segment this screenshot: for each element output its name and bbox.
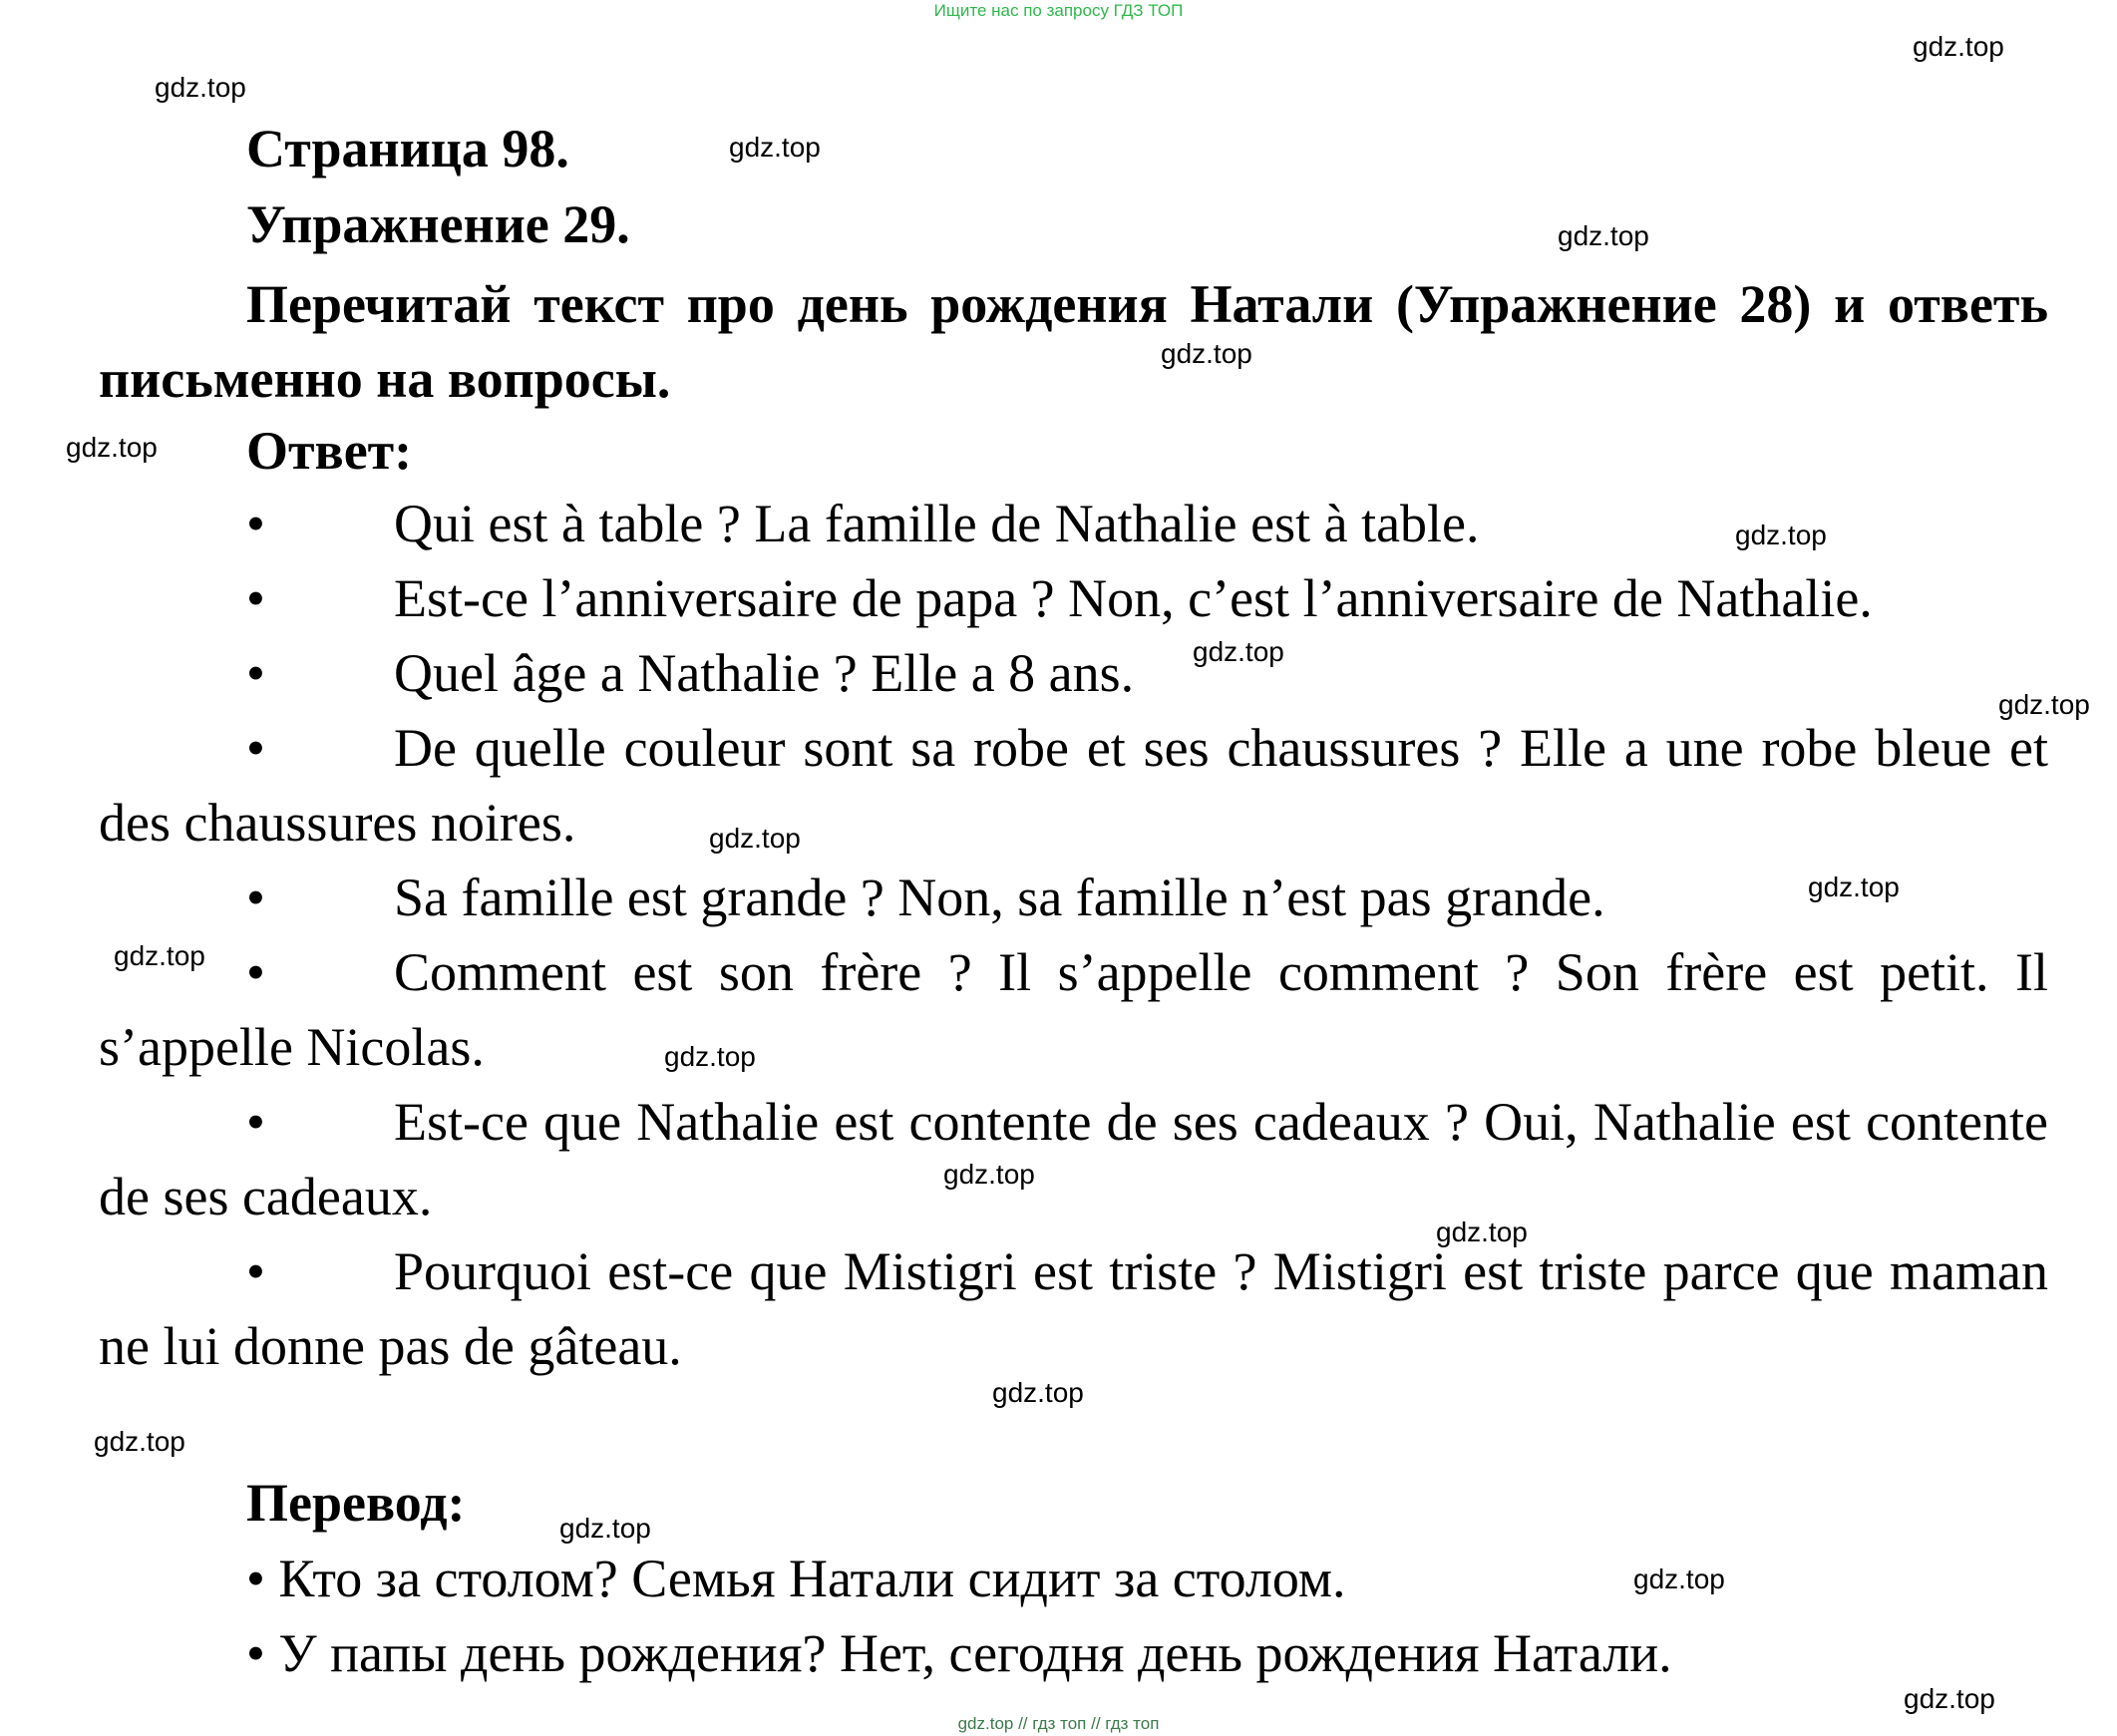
answer-text: Sa famille est grande ? Non, sa famille n’est pas grande.	[394, 868, 1605, 927]
bullet: •	[246, 718, 265, 778]
watermark: gdz.top	[729, 132, 821, 163]
list-item: • Кто за столом? Семья Натали сидит за столом.	[246, 1549, 1346, 1608]
watermark: gdz.top	[1808, 871, 1900, 902]
bullet: •	[246, 868, 265, 927]
task-text: Перечитай текст про день рождения Натали (Упражнение 28) и ответь письменно на вопросы.	[99, 274, 2048, 409]
translation-heading: Перевод:	[246, 1473, 466, 1533]
watermark: gdz.top	[1193, 636, 1284, 667]
exercise-title: Упражнение 29.	[246, 194, 630, 254]
answer-text: Quel âge a Nathalie ? Elle a 8 ans.	[394, 643, 1135, 703]
answer-text: Est-ce que Nathalie est contente de ses cadeaux ? Oui, Nathalie est contente de ses cadeaux.	[99, 1092, 2048, 1226]
list-item	[99, 1234, 2048, 1384]
watermark: gdz.top	[943, 1159, 1035, 1190]
answer-text: Comment est son frère ? Il s’appelle comment ? Son frère est petit. Il s’appelle Nicolas.	[99, 942, 2048, 1077]
watermark: gdz.top	[992, 1377, 1084, 1408]
watermark: gdz.top	[1633, 1563, 1725, 1594]
watermark: gdz.top	[1735, 520, 1827, 550]
watermark: gdz.top	[709, 823, 801, 854]
watermark: gdz.top	[66, 432, 158, 463]
watermark: gdz.top	[94, 1426, 185, 1457]
watermark: gdz.top	[1161, 338, 1252, 369]
bullet: •	[246, 942, 265, 1002]
list-item	[99, 711, 2048, 861]
list-item	[99, 1085, 2048, 1234]
bullet: •	[246, 643, 265, 703]
bullet: •	[246, 1241, 265, 1301]
answer-list	[99, 487, 2048, 1384]
bullet: •	[246, 1092, 265, 1152]
watermark: gdz.top	[1436, 1216, 1528, 1247]
list-item	[99, 861, 2048, 935]
answer-text: De quelle couleur sont sa robe et ses chaussures ? Elle a une robe bleue et des chaussures noires.	[99, 718, 2048, 853]
list-item	[99, 561, 2048, 636]
watermark: gdz.top	[155, 72, 246, 103]
watermark: gdz.top	[664, 1041, 756, 1072]
answer-heading: Ответ:	[246, 421, 413, 481]
watermark: gdz.top	[559, 1513, 651, 1544]
list-item: • У папы день рождения? Нет, сегодня день рождения Натали.	[246, 1623, 1672, 1683]
watermark: gdz.top	[114, 940, 205, 971]
list-item	[99, 636, 2048, 711]
list-item	[99, 935, 2048, 1085]
watermark: gdz.top	[1998, 689, 2090, 720]
search-banner[interactable]: Ищите нас по запросу ГДЗ ТОП	[933, 1, 1184, 20]
translation-list	[246, 1542, 2041, 1691]
watermark: gdz.top	[1913, 31, 2004, 62]
answer-text: Qui est à table ? La famille de Nathalie est à table.	[394, 494, 1480, 553]
list-item	[99, 487, 2048, 561]
answer-text: Est-ce l’anniversaire de papa ? Non, c’est l’anniversaire de Nathalie.	[394, 568, 1873, 628]
watermark: gdz.top	[1904, 1683, 1995, 1714]
watermark: gdz.top	[1558, 220, 1649, 251]
bullet: •	[246, 494, 265, 553]
answer-text: Pourquoi est-ce que Mistigri est triste ? Mistigri est triste parce que maman ne lui donne pas de gâteau.	[99, 1241, 2048, 1376]
footer-links[interactable]: gdz.top // гдз топ // гдз топ	[957, 1714, 1160, 1733]
bullet: •	[246, 568, 265, 628]
page-title: Страница 98.	[246, 119, 569, 178]
